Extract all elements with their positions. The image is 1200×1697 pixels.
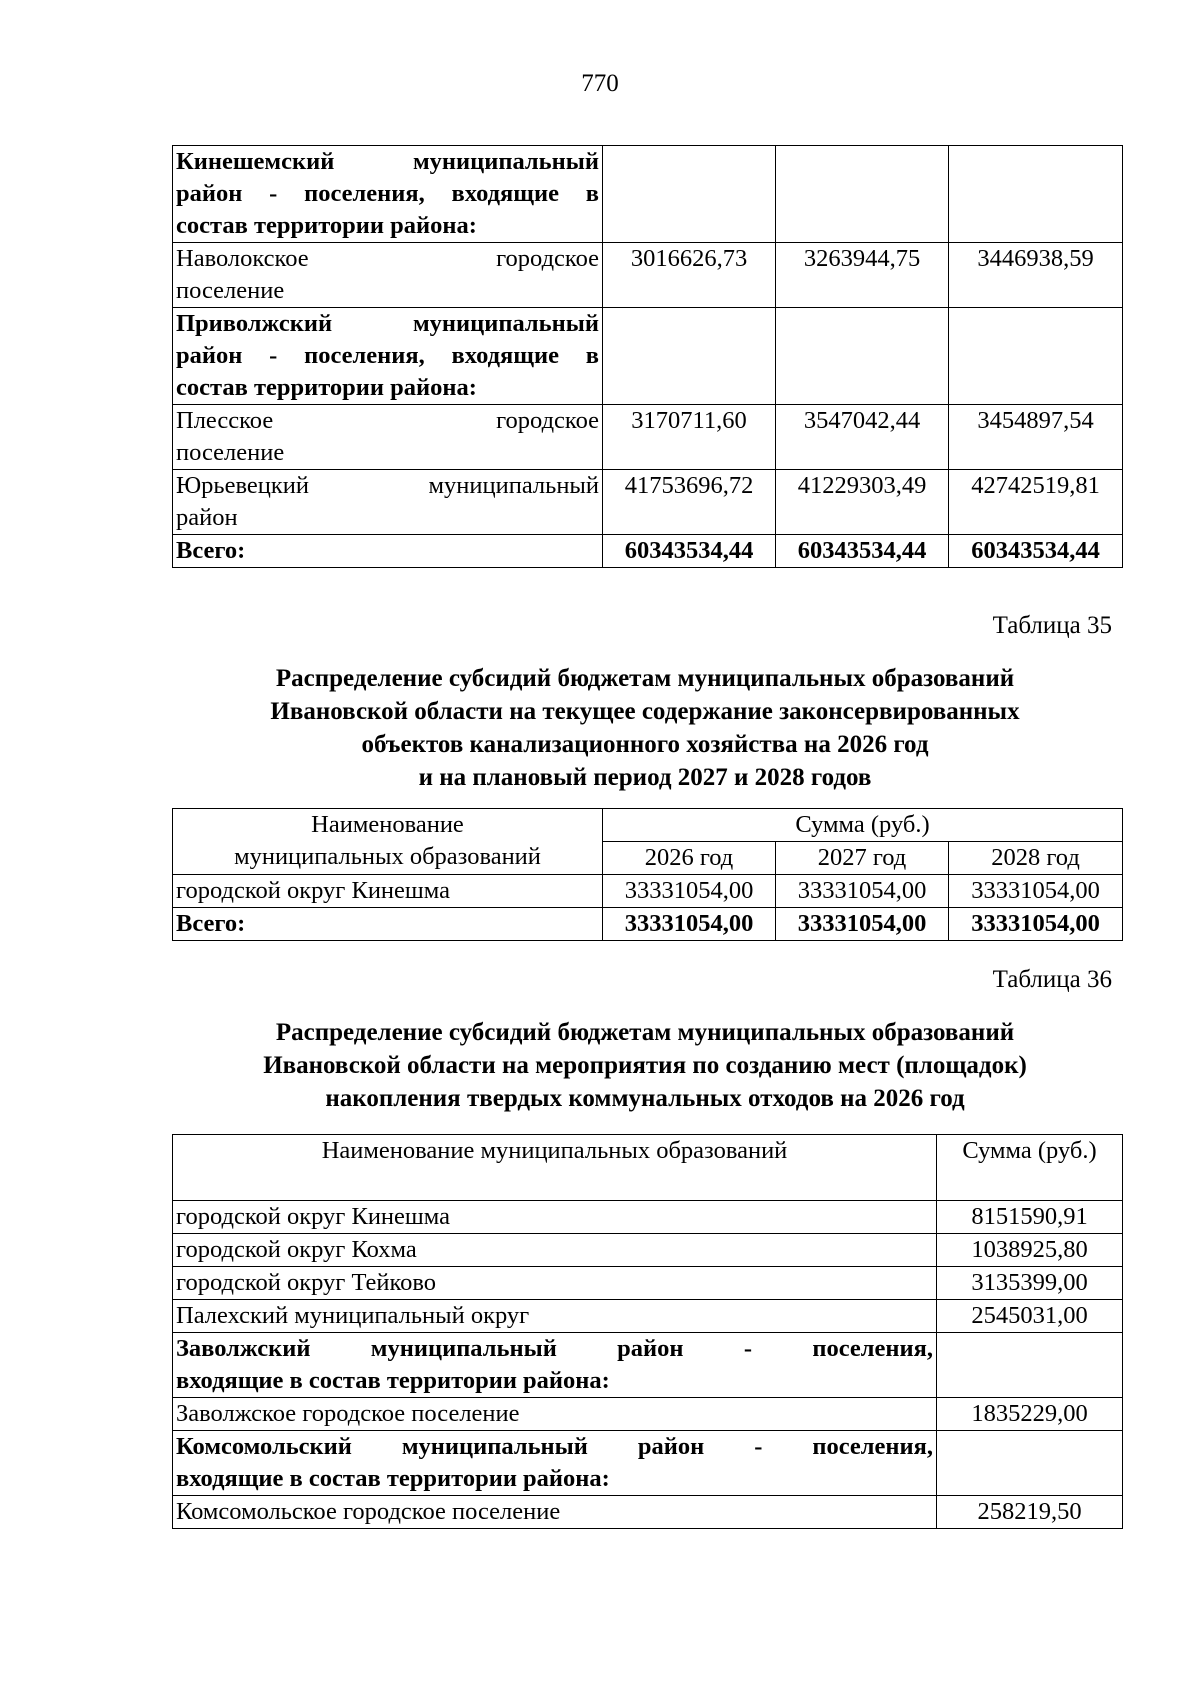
- value-2027: 33331054,00: [776, 875, 949, 908]
- name-cell: Заволжское городское поселение: [173, 1398, 937, 1431]
- table-row: [173, 875, 1123, 908]
- name-cell: городской округ Кохма: [173, 1234, 937, 1267]
- table-35-title: Распределение субсидий бюджетам муниципальных образований Ивановской области на текущее содержание законсервированных объектов канализационного хозяйства на 2026 год и на плановый период 2027 и 2028 годов: [270, 665, 1020, 791]
- value-2028: 3446938,59: [949, 243, 1123, 308]
- table-row: [173, 1267, 1123, 1300]
- total-row: [173, 535, 1123, 568]
- table-row: [173, 1333, 1123, 1398]
- value-2028: 33331054,00: [949, 875, 1123, 908]
- table-35-caption: Таблица 35: [992, 612, 1112, 639]
- header-year-2026: 2026 год: [603, 842, 776, 875]
- table-row: [173, 243, 1123, 308]
- table-35: [172, 808, 1123, 941]
- district-header-cell: Комсомольский муниципальный район - поселения, входящие в состав территории района:: [173, 1431, 937, 1496]
- sum-cell: [937, 1431, 1123, 1496]
- sum-cell: 3135399,00: [937, 1267, 1123, 1300]
- value-2026: 3016626,73: [603, 243, 776, 308]
- header-name: Наименование муниципальных образований: [173, 809, 603, 875]
- sum-cell: 1038925,80: [937, 1234, 1123, 1267]
- sum-cell: 1835229,00: [937, 1398, 1123, 1431]
- value-2028: 42742519,81: [949, 470, 1123, 535]
- total-label: Всего:: [173, 908, 603, 941]
- total-2027: 60343534,44: [776, 535, 949, 568]
- name-cell: Плесское городское поселение: [173, 405, 603, 470]
- name-cell: Палехский муниципальный округ: [173, 1300, 937, 1333]
- value-2027: 3263944,75: [776, 243, 949, 308]
- header-name: Наименование муниципальных образований: [173, 1135, 937, 1201]
- header-sum: Сумма (руб.): [937, 1135, 1123, 1201]
- total-2026: 33331054,00: [603, 908, 776, 941]
- table-row: [173, 1431, 1123, 1496]
- name-cell: городской округ Кинешма: [173, 875, 603, 908]
- header-sum: Сумма (руб.): [603, 809, 1123, 842]
- table-row: [173, 308, 1123, 405]
- district-header-cell: Кинешемский муниципальный район - поселения, входящие в состав территории района:: [173, 146, 603, 243]
- table-36-caption: Таблица 36: [992, 966, 1112, 993]
- sum-cell: 2545031,00: [937, 1300, 1123, 1333]
- total-2028: 60343534,44: [949, 535, 1123, 568]
- name-cell: Наволокское городское поселение: [173, 243, 603, 308]
- value-2026: 33331054,00: [603, 875, 776, 908]
- table-row: [173, 1234, 1123, 1267]
- name-cell: городской округ Кинешма: [173, 1201, 937, 1234]
- value-2027: 3547042,44: [776, 405, 949, 470]
- table-row: [173, 470, 1123, 535]
- total-2028: 33331054,00: [949, 908, 1123, 941]
- table-header-row: [173, 1135, 1123, 1201]
- sum-cell: [937, 1333, 1123, 1398]
- table-row: [173, 1201, 1123, 1234]
- value-2026: 41753696,72: [603, 470, 776, 535]
- table-row: [173, 146, 1123, 243]
- total-2027: 33331054,00: [776, 908, 949, 941]
- page-number: 770: [581, 70, 619, 97]
- table-continuation: [172, 145, 1123, 568]
- total-label: Всего:: [173, 535, 603, 568]
- total-row: [173, 908, 1123, 941]
- total-2026: 60343534,44: [603, 535, 776, 568]
- table-36-title: Распределение субсидий бюджетам муниципальных образований Ивановской области на мероприятия по созданию мест (площадок) накопления твердых коммунальных отходов на 2026 год: [263, 1019, 1027, 1112]
- district-header-cell: Приволжский муниципальный район - поселения, входящие в состав территории района:: [173, 308, 603, 405]
- table-row: [173, 405, 1123, 470]
- district-header-cell: Заволжский муниципальный район - поселения, входящие в состав территории района:: [173, 1333, 937, 1398]
- table-header-row: [173, 809, 1123, 842]
- header-year-2028: 2028 год: [949, 842, 1123, 875]
- value-2028: 3454897,54: [949, 405, 1123, 470]
- table-row: [173, 1496, 1123, 1529]
- table-row: [173, 1300, 1123, 1333]
- table-row: [173, 1398, 1123, 1431]
- value-2026: 3170711,60: [603, 405, 776, 470]
- sum-cell: 258219,50: [937, 1496, 1123, 1529]
- name-cell: городской округ Тейково: [173, 1267, 937, 1300]
- name-cell: Комсомольское городское поселение: [173, 1496, 937, 1529]
- header-year-2027: 2027 год: [776, 842, 949, 875]
- table-36: [172, 1134, 1123, 1529]
- sum-cell: 8151590,91: [937, 1201, 1123, 1234]
- value-2027: 41229303,49: [776, 470, 949, 535]
- name-cell: Юрьевецкий муниципальный район: [173, 470, 603, 535]
